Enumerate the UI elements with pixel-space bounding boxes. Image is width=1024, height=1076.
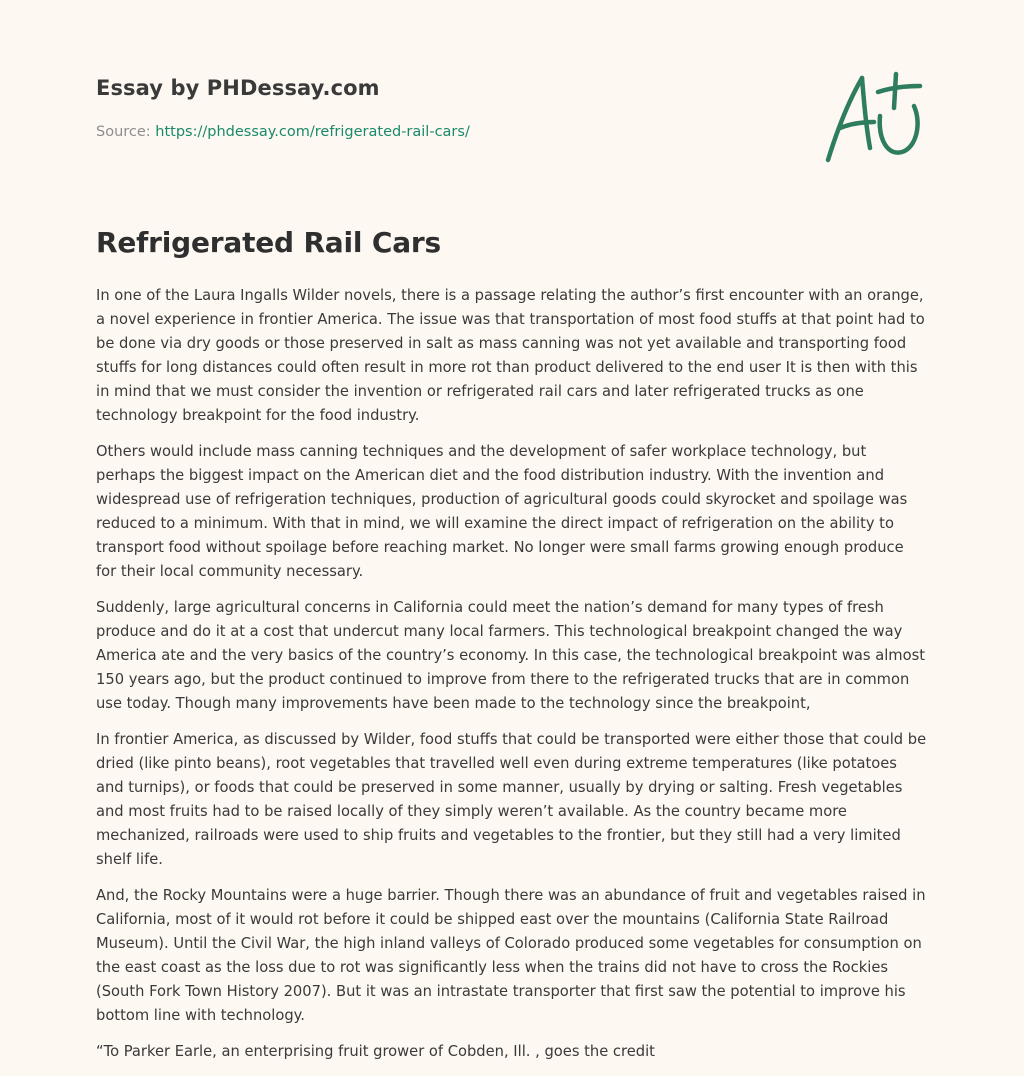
paragraph: In frontier America, as discussed by Wilder, food stuffs that could be transported were either those that could be dried (like pinto beans), root vegetables that travelled well even during extreme temperatures (like potatoes and turnips), or foods that could be preserved in some manner, usually by drying or salting. Fresh vegetables and most fruits had to be raised locally of they simply weren’t available. As the country became more mechanized, railroads were used to ship fruits and vegetables to the frontier, but they still had a very limited shelf life. <box>96 731 927 868</box>
source-link[interactable]: https://phdessay.com/refrigerated-rail-cars/ <box>155 124 470 140</box>
site-title: Essay by PHDessay.com <box>96 76 380 100</box>
paragraph: “To Parker Earle, an enterprising fruit grower of Cobden, Ill. , goes the credit <box>96 1043 655 1060</box>
paragraph: In one of the Laura Ingalls Wilder novels, there is a passage relating the author’s first encounter with an orange, a novel experience in frontier America. The issue was that transportation of most food stuffs at that point had to be done via dry goods or those preserved in salt as mass canning was not yet available and transporting food stuffs for long distances could often result in more rot than product delivered to the end user It is then with this in mind that we must consider the invention or refrigerated rail cars and later refrigerated trucks as one technology breakpoint for the food industry. <box>96 287 925 424</box>
paragraph: And, the Rocky Mountains were a huge barrier. Though there was an abundance of fruit and vegetables raised in California, most of it would rot before it could be shipped east over the mountains (California State Railroad Museum). Until the Civil War, the high inland valleys of Colorado produced some vegetables for consumption on the east coast as the loss due to rot was significantly less when the trains did not have to cross the Rockies (South Fork Town History 2007). But it was an intrastate transporter that first saw the potential to improve his bottom line with technology. <box>96 887 926 1024</box>
paragraph: Suddenly, large agricultural concerns in California could meet the nation’s demand for many types of fresh produce and do it at a cost that undercut many local farmers. This technological breakpoint changed the way America ate and the very basics of the country’s economy. In this case, the technological breakpoint was almost 150 years ago, but the product continued to improve from there to the refrigerated trucks that are in common use today. Though many improvements have been made to the technology since the breakpoint, <box>96 599 926 712</box>
page-title: Refrigerated Rail Cars <box>96 226 441 259</box>
essay-body <box>96 284 928 1076</box>
paragraph: Others would include mass canning techniques and the development of safer workplace technology, but perhaps the biggest impact on the American diet and the food distribution industry. With the invention and widespread use of refrigeration techniques, production of agricultural goods could skyrocket and spoilage was reduced to a minimum. With that in mind, we will examine the direct impact of refrigeration on the ability to transport food without spoilage before reaching market. No longer were small farms growing enough produce for their local community necessary. <box>96 443 908 580</box>
source-line <box>96 124 470 140</box>
a-plus-grade-icon <box>818 66 928 166</box>
source-label: Source: <box>96 124 156 140</box>
